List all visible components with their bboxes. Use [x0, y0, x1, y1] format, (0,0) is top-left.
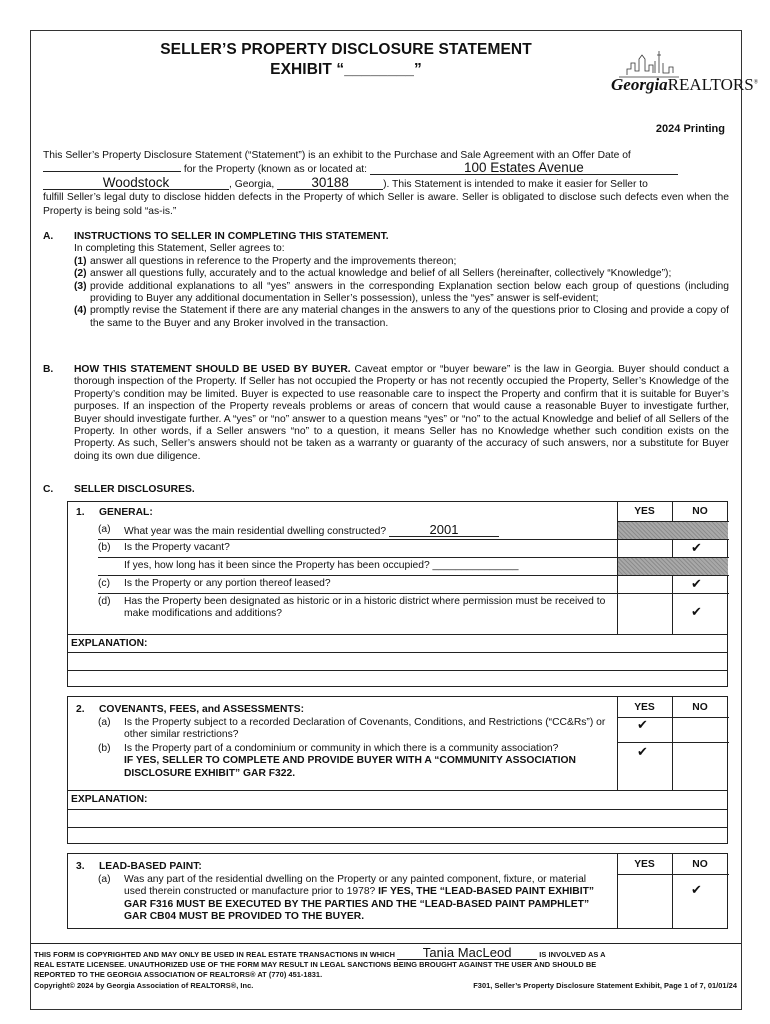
city-field[interactable]: Woodstock — [43, 177, 229, 190]
no-header: NO — [692, 506, 708, 517]
offer-date-field[interactable] — [43, 171, 181, 172]
lead-heading: LEAD-BASED PAINT: — [99, 861, 202, 872]
lead-paint-table: 3. LEAD-BASED PAINT: YES NO (a) Was any part of the residential dwelling on the Property or any painted component, fixture, or material used therein constructed or manufacture prior to 1978? IF YES, THE “LEAD-BASED PAINT EXHIBIT” GAR F316 MUST BE EXECUTED BY THE PARTIES AND THE “LEAD-BASED PAINT PAMPHLET” GAR CB04 MUST BE PROVIDED TO THE BUYER. ✔ — [67, 853, 728, 929]
covenants-table: 2. COVENANTS, FEES, and ASSESSMENTS: YES NO (a) Is the Property subject to a recorded Declaration of Covenants, Conditions, and Restrictions (“CC&Rs”) or other similar restrictions? ✔ (b) Is the Property part of a condominium or community in which there is a community association? IF YES, SELLER TO COMPLETE AND PROVIDE BUYER WITH A “COMMUNITY ASSOCIATION DISCLOSURE EXHIBIT” GAR F322. ✔ EXPLANATION: — [67, 696, 728, 844]
list-item: (2) answer all questions fully, accurately and to the actual knowledge and belief of all Sellers (hereinafter, collectively “Knowledge”); — [74, 268, 672, 280]
question-community-association: Is the Property part of a condominium or community in which there is a community association? IF YES, SELLER TO COMPLETE AND PROVIDE BUYER WITH A “COMMUNITY ASSOCIATION DISCLOSURE EXHIBIT” GAR F322. — [124, 743, 576, 779]
list-item: (3) provide additional explanations to all “yes” answers in the corresponding Explanation section below each group of questions (including providing to Buyer any additional documentation in Seller’s possession), unless the “yes” answer is self-evident; — [74, 280, 729, 305]
form-id: F301, Seller’s Property Disclosure Statement Exhibit, Page 1 of 7, 01/01/24 — [473, 981, 737, 990]
question-vacancy-duration: If yes, how long has it been since the Property has been occupied? _______________ — [124, 560, 519, 571]
explanation-label: EXPLANATION: — [71, 794, 148, 805]
intro-line-1: This Seller’s Property Disclosure Statement (“Statement”) is an exhibit to the Purchase and Sale Agreement with an Offer Date of — [43, 150, 631, 161]
section-b-heading: HOW THIS STATEMENT SHOULD BE USED BY BUYER. — [74, 364, 351, 375]
exhibit-title: EXHIBIT “________” — [270, 61, 422, 78]
explanation-field[interactable] — [68, 809, 727, 845]
no-header: NO — [692, 859, 708, 870]
no-checkmark[interactable]: ✔ — [691, 882, 702, 897]
section-b-letter: B. — [43, 364, 54, 375]
section-b — [74, 364, 729, 463]
no-checkmark[interactable]: ✔ — [691, 604, 702, 619]
intro-line-4: fulfill Seller’s legal duty to disclose hidden defects in the Property of which Seller is aware. Seller is obligated to disclose such defects even when the Property is being sold “as-is.” — [43, 192, 729, 217]
form-page — [30, 30, 759, 1010]
footer-line-3: REPORTED TO THE GEORGIA ASSOCIATION OF REALTORS® AT (770) 451-1831. — [34, 970, 323, 979]
question-historic: Has the Property been designated as historic or in a historic district where permission must be received to make modifications and additions? — [124, 596, 606, 620]
question-pre-1978: Was any part of the residential dwelling on the Property or any painted component, fixture, or material used therein constructed or manufacture prior to 1978? IF YES, THE “LEAD-BASED PAINT EXHIBIT” GAR F316 MUST BE EXECUTED BY THE PARTIES AND THE “LEAD-BASED PAINT PAMPHLET” GAR CB04 MUST BE PROVIDED TO THE BUYER. — [124, 874, 595, 923]
list-item: (4) promptly revise the Statement if there are any material changes in the answers to any of the questions prior to Closing and provide a copy of the same to the Buyer and any Broker involved in the transaction. — [74, 305, 729, 329]
yes-checkmark[interactable]: ✔ — [637, 717, 648, 732]
question-leased: Is the Property or any portion thereof leased? — [124, 578, 331, 589]
list-item: (1) answer all questions in reference to the Property and the improvements thereon; — [74, 255, 457, 267]
printing-year: 2024 Printing — [655, 123, 725, 135]
shaded-cell — [618, 558, 728, 575]
footer-line-2: REAL ESTATE LICENSEE. UNAUTHORIZED USE OF THE FORM MAY RESULT IN LEGAL SANCTIONS BEING BROUGHT AGAINST THE USER AND SHOULD BE — [34, 960, 597, 969]
section-b-body: Caveat emptor or “buyer beware” is the law in Georgia. Buyer should conduct a thorough inspection of the Property. If Seller has not occupied the Property or has not recently occupied the Property, Seller’s Knowledge of the Property’s condition may be limited. Buyer is expected to use reasonable care to inspect the Property and confirm that it is suitable for Buyer’s purposes. If an inspection of the Property reveals problems or areas of concern that would cause a reasonable Buyer to investigate further, Buyer should investigate further. A “yes” or “no” answer to a question means “yes” or “no” to the actual Knowledge and belief of all Sellers of the Property. In other words, if a Seller answers “no” to a question, it means Seller has no Knowledge whether such condition exists on the Property. As such, Seller’s answers should not be taken as a warranty or guaranty of the accuracy of such answers, nor a substitute for Buyer doing its own due diligence. — [74, 364, 729, 462]
section-a-letter: A. — [43, 231, 54, 242]
section-a-lead: In completing this Statement, Seller agrees to: — [74, 243, 285, 255]
question-vacant: Is the Property vacant? — [124, 542, 230, 553]
explanation-field[interactable] — [68, 652, 727, 688]
shaded-cell — [618, 522, 728, 539]
question-ccrs: Is the Property subject to a recorded Declaration of Covenants, Conditions, and Restrictions (“CC&Rs”) or other similar restrictions? — [124, 717, 606, 741]
zip-field[interactable]: 30188 — [277, 177, 383, 190]
no-checkmark[interactable]: ✔ — [691, 540, 702, 555]
question-year-built: What year was the main residential dwelling constructed? 2001 — [124, 524, 499, 538]
section-c-heading: SELLER DISCLOSURES. — [74, 484, 195, 495]
section-c-letter: C. — [43, 484, 54, 495]
no-header: NO — [692, 702, 708, 713]
general-table: 1. GENERAL: YES NO (a) What year was the main residential dwelling constructed? 2001 (b) Is the Property vacant? ✔ If yes, how long has it been since the Property has been occupied? _______________ (c) Is the Property or any portion thereof leased? ✔ (d) Has the Property been designated as historic or in a historic district where permission must be received to make modifications and additions? ✔ EXPLANATION: — [67, 501, 728, 687]
form-title: SELLER’S PROPERTY DISCLOSURE STATEMENT — [160, 41, 532, 58]
logo-wordmark: GeorgiaREALTORS® — [611, 75, 759, 94]
copyright: Copyright© 2024 by Georgia Association of REALTORS®, Inc. — [34, 981, 254, 990]
no-checkmark[interactable]: ✔ — [691, 576, 702, 591]
yes-header: YES — [634, 859, 655, 870]
covenants-heading: COVENANTS, FEES, and ASSESSMENTS: — [99, 704, 305, 715]
yes-header: YES — [634, 506, 655, 517]
section-a-heading: INSTRUCTIONS TO SELLER IN COMPLETING THIS STATEMENT. — [74, 231, 389, 242]
property-address-field[interactable]: 100 Estates Avenue — [370, 162, 678, 175]
explanation-label: EXPLANATION: — [71, 638, 148, 649]
intro-paragraph: This Seller’s Property Disclosure Statement (“Statement”) is an exhibit to the Purchase and Sale Agreement with an Offer Date of for the Property (known as or located at: 100 Estates Avenue Woodstock , Georgia, 30188 ). This Statement is intended to make it easier for Seller to fulfill Seller’s legal duty to disclose hidden defects in the Property of which Seller is aware. Seller is obligated to disclose such defects even when the Property is being sold “as-is.” — [43, 150, 729, 217]
footer-line-1: THIS FORM IS COPYRIGHTED AND MAY ONLY BE USED IN REAL ESTATE TRANSACTIONS IN WHICH Tania MacLeod IS INVOLVED AS A — [34, 945, 606, 960]
section-a — [74, 231, 729, 330]
year-built-field[interactable]: 2001 — [389, 524, 499, 537]
yes-header: YES — [634, 702, 655, 713]
general-heading: GENERAL: — [99, 507, 153, 518]
yes-checkmark[interactable]: ✔ — [637, 744, 648, 759]
licensee-field[interactable]: Tania MacLeod — [397, 947, 537, 960]
